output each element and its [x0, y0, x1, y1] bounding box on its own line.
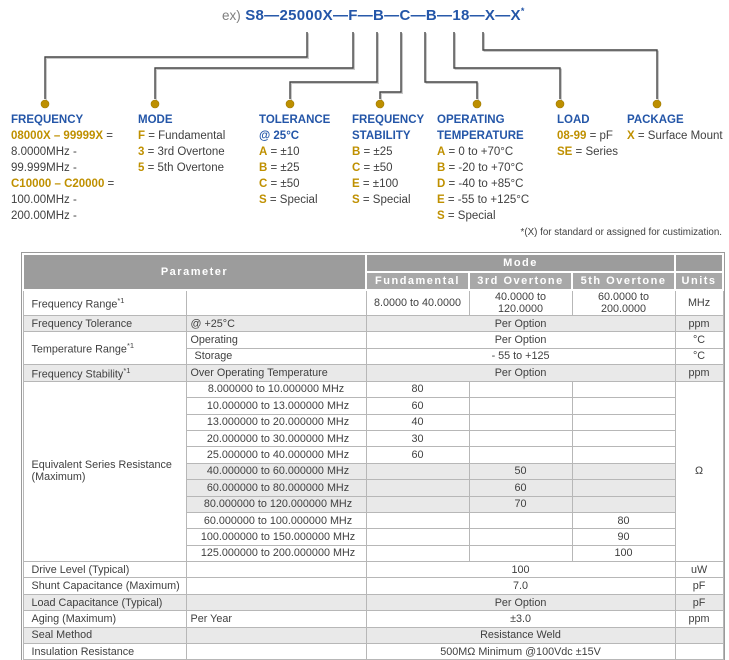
table-cell: @ +25°C — [186, 316, 366, 332]
legend-item: 08000X – 99999X = — [11, 130, 114, 142]
table-cell — [572, 430, 675, 446]
table-cell: 60.000000 to 80.000000 MHz — [186, 480, 366, 496]
col-header-parameter: Parameter — [23, 254, 366, 290]
table-cell: pF — [675, 578, 723, 594]
table-row — [23, 290, 723, 316]
legend-item: 200.00MHz - — [11, 210, 77, 222]
column-dot — [653, 100, 661, 108]
legend-item: 100.00MHz - — [11, 194, 77, 206]
legend-item: D = -40 to +85°C — [437, 178, 524, 190]
table-cell — [366, 496, 469, 512]
connector-line — [45, 32, 307, 99]
table-cell — [366, 463, 469, 479]
legend-item-code: C — [259, 178, 268, 190]
legend-column-tolerance — [259, 112, 330, 208]
legend-item: SE = Series — [557, 146, 619, 158]
legend-item-code: B — [352, 146, 361, 158]
legend-item-code: 08-99 — [557, 130, 587, 142]
col-header-3rd-overtone: 3rd Overtone — [469, 272, 572, 290]
table-cell — [186, 644, 366, 660]
footnote: *(X) for standard or assigned for custimization. — [520, 227, 722, 238]
legend-item-code: S — [259, 194, 267, 206]
legend-item: C10000 – C20000 = — [11, 178, 115, 190]
table-cell: Ω — [675, 381, 723, 561]
table-cell — [572, 463, 675, 479]
legend-item-code: 3 — [138, 146, 145, 158]
legend-item: 5 = 5th Overtone — [138, 162, 224, 174]
legend-item-code: E — [437, 194, 445, 206]
table-cell — [366, 512, 469, 528]
spec-table-head — [23, 254, 723, 290]
table-cell — [469, 545, 572, 561]
table-cell: Resistance Weld — [366, 627, 675, 643]
connector-line — [290, 32, 377, 99]
table-cell: - 55 to +125 — [366, 348, 675, 364]
table-cell: 30 — [366, 430, 469, 446]
table-cell: 80 — [366, 381, 469, 397]
legend-item: 8.0000MHz - — [11, 146, 77, 158]
legend-item: S = Special — [437, 210, 496, 222]
legend-column-title: TOLERANCE — [259, 114, 331, 126]
legend-column-frequency — [11, 112, 114, 224]
table-cell: 50 — [469, 463, 572, 479]
legend-item-code: X — [627, 130, 635, 142]
legend-item-code: C10000 – C20000 — [11, 178, 105, 190]
legend-item-code: E — [352, 178, 360, 190]
table-row — [23, 381, 723, 397]
legend-column-title: TEMPERATURE — [437, 130, 524, 142]
legend-item: E = -55 to +125°C — [437, 194, 530, 206]
legend-column-title: OPERATING — [437, 114, 505, 126]
table-row — [23, 644, 723, 660]
table-cell: Shunt Capacitance (Maximum) — [23, 578, 186, 594]
legend-column-title: LOAD — [557, 114, 590, 126]
column-dot — [41, 100, 49, 108]
connector-line — [425, 32, 477, 99]
table-cell: 40 — [366, 414, 469, 430]
table-cell: MHz — [675, 290, 723, 316]
connector-line-shadow — [291, 33, 378, 100]
legend-item-code: B — [437, 162, 446, 174]
connector-line-shadow — [46, 33, 308, 100]
table-cell: 60.000000 to 100.000000 MHz — [186, 512, 366, 528]
legend-item-code: C — [352, 162, 361, 174]
legend-column-load — [557, 112, 618, 160]
spec-table-body — [23, 290, 723, 660]
connector-line — [483, 32, 657, 99]
col-header-fundamental: Fundamental — [366, 272, 469, 290]
table-cell: Aging (Maximum) — [23, 611, 186, 627]
legend-item-code: D — [437, 178, 446, 190]
table-cell: 20.000000 to 30.000000 MHz — [186, 430, 366, 446]
legend-column-frequency-stability — [352, 112, 424, 208]
legend-column-operating-temperature — [437, 112, 529, 224]
table-cell: Per Option — [366, 316, 675, 332]
table-cell: 500MΩ Minimum @100Vdc ±15V — [366, 644, 675, 660]
col-header-5th-overtone: 5th Overtone — [572, 272, 675, 290]
table-row — [23, 594, 723, 610]
table-cell: 125.000000 to 200.000000 MHz — [186, 545, 366, 561]
table-cell: 13.000000 to 20.000000 MHz — [186, 414, 366, 430]
column-dot — [556, 100, 564, 108]
legend-item: B = ±25 — [259, 162, 300, 174]
table-cell: °C — [675, 348, 723, 364]
col-header-units-spacer — [675, 254, 723, 272]
legend-item: E = ±100 — [352, 178, 399, 190]
table-cell-superscript: *1 — [117, 296, 125, 306]
spec-table — [22, 253, 724, 660]
table-cell — [186, 627, 366, 643]
legend-item-code: 5 — [138, 162, 145, 174]
table-cell: ppm — [675, 611, 723, 627]
table-cell — [469, 529, 572, 545]
table-cell-superscript: *1 — [123, 366, 131, 376]
connector-line-shadow — [426, 33, 478, 100]
table-cell: Equivalent Series Resistance (Maximum) — [23, 381, 186, 561]
table-cell: 25.000000 to 40.000000 MHz — [186, 447, 366, 463]
legend-column-title: MODE — [138, 114, 173, 126]
table-cell: uW — [675, 562, 723, 578]
table-cell: 40.000000 to 60.000000 MHz — [186, 463, 366, 479]
legend-column-package — [627, 112, 723, 144]
table-cell: Frequency Stability$^{*1}$ — [23, 365, 186, 382]
legend-item: A = ±10 — [259, 146, 300, 158]
table-cell — [675, 644, 723, 660]
legend-item: X = Surface Mount — [627, 130, 723, 142]
table-cell: ±3.0 — [366, 611, 675, 627]
table-cell: 60 — [366, 447, 469, 463]
table-cell: Storage — [186, 348, 366, 364]
table-cell-superscript: *1 — [126, 341, 135, 351]
legend-column-title: PACKAGE — [627, 114, 684, 126]
legend-item-code: A — [437, 146, 446, 158]
table-cell — [186, 594, 366, 610]
table-cell: 60 — [366, 398, 469, 414]
table-cell: Frequency Tolerance — [23, 316, 186, 332]
legend-column-title: @ 25°C — [259, 130, 300, 142]
column-dot — [376, 100, 384, 108]
column-dot — [151, 100, 159, 108]
legend-item: 3 = 3rd Overtone — [138, 146, 225, 158]
connector-line-shadow — [455, 33, 561, 100]
table-cell: Per Option — [366, 332, 675, 348]
table-cell — [186, 290, 366, 316]
table-cell: 100 — [366, 562, 675, 578]
table-row — [23, 578, 723, 594]
legend-item: S = Special — [352, 194, 411, 206]
table-cell — [366, 480, 469, 496]
table-cell: Seal Method — [23, 627, 186, 643]
table-cell: ppm — [675, 365, 723, 382]
table-cell: 8.000000 to 10.000000 MHz — [186, 381, 366, 397]
table-cell — [366, 545, 469, 561]
table-cell: 80 — [572, 512, 675, 528]
legend-item-code: SE — [557, 146, 573, 158]
table-cell: Frequency Range$^{*1}$ — [23, 290, 186, 316]
table-cell: 70 — [469, 496, 572, 512]
table-row — [23, 562, 723, 578]
table-cell: Per Option — [366, 594, 675, 610]
legend-item: B = ±25 — [352, 146, 393, 158]
table-cell — [186, 562, 366, 578]
table-cell — [572, 398, 675, 414]
legend-item-code: S — [352, 194, 360, 206]
connector-line — [380, 32, 401, 99]
table-cell — [572, 447, 675, 463]
legend-item: 08-99 = pF — [557, 130, 613, 142]
table-cell: Insulation Resistance — [23, 644, 186, 660]
legend-item: 99.999MHz - — [11, 162, 77, 174]
column-dot — [286, 100, 294, 108]
table-row — [23, 332, 723, 348]
table-cell: Per Option — [366, 365, 675, 382]
col-header-mode: Mode — [366, 254, 675, 272]
connector-line-shadow — [381, 33, 402, 100]
legend-column-title: FREQUENCY — [11, 114, 84, 126]
legend-item-code: B — [259, 162, 268, 174]
column-dot — [473, 100, 481, 108]
table-row — [23, 611, 723, 627]
connector-line-shadow — [156, 33, 354, 100]
table-cell: 40.0000 to 120.0000 — [469, 290, 572, 316]
table-cell: Operating — [186, 332, 366, 348]
table-cell: 100 — [572, 545, 675, 561]
table-cell: Drive Level (Typical) — [23, 562, 186, 578]
legend-item: S = Special — [259, 194, 318, 206]
table-cell — [572, 414, 675, 430]
table-cell: 60 — [469, 480, 572, 496]
table-row — [23, 365, 723, 382]
table-cell: 8.0000 to 40.0000 — [366, 290, 469, 316]
table-cell: 60.0000 to 200.0000 — [572, 290, 675, 316]
table-row — [23, 627, 723, 643]
table-cell — [572, 496, 675, 512]
legend-item-code: F — [138, 130, 146, 142]
table-cell: pF — [675, 594, 723, 610]
table-cell: 90 — [572, 529, 675, 545]
table-cell: °C — [675, 332, 723, 348]
legend-column-mode — [138, 112, 225, 176]
table-row — [23, 316, 723, 332]
table-cell — [469, 512, 572, 528]
legend-item: F = Fundamental — [138, 130, 226, 142]
table-cell: 80.000000 to 120.000000 MHz — [186, 496, 366, 512]
table-cell — [186, 578, 366, 594]
table-cell — [366, 529, 469, 545]
part-number: S8—25000X—F—B—C—B—18—X—X* — [245, 6, 525, 24]
table-cell — [572, 381, 675, 397]
table-cell: ppm — [675, 316, 723, 332]
table-cell: Temperature Range$^{*1}$ — [23, 332, 186, 365]
table-cell — [675, 627, 723, 643]
col-header-units: Units — [675, 272, 723, 290]
table-cell — [572, 480, 675, 496]
legend-column-title: STABILITY — [352, 130, 411, 142]
table-cell: 10.000000 to 13.000000 MHz — [186, 398, 366, 414]
legend-item: A = 0 to +70°C — [437, 146, 514, 158]
connector-line-shadow — [484, 33, 658, 100]
legend-item: C = ±50 — [352, 162, 393, 174]
table-cell: 7.0 — [366, 578, 675, 594]
legend-item-code: A — [259, 146, 268, 158]
legend-item-code: 08000X – 99999X — [11, 130, 104, 142]
table-cell: Over Operating Temperature — [186, 365, 366, 382]
example-prefix: ex) — [222, 8, 241, 23]
legend-item-code: S — [437, 210, 445, 222]
table-cell — [469, 398, 572, 414]
connector-line — [454, 32, 560, 99]
legend-column-title: FREQUENCY — [352, 114, 425, 126]
legend-item: B = -20 to +70°C — [437, 162, 524, 174]
table-cell: Load Capacitance (Typical) — [23, 594, 186, 610]
connector-line — [155, 32, 353, 99]
legend-item: C = ±50 — [259, 178, 300, 190]
table-cell — [469, 430, 572, 446]
table-cell — [469, 414, 572, 430]
table-cell — [469, 447, 572, 463]
table-cell — [469, 381, 572, 397]
table-cell: 100.000000 to 150.000000 MHz — [186, 529, 366, 545]
table-cell: Per Year — [186, 611, 366, 627]
